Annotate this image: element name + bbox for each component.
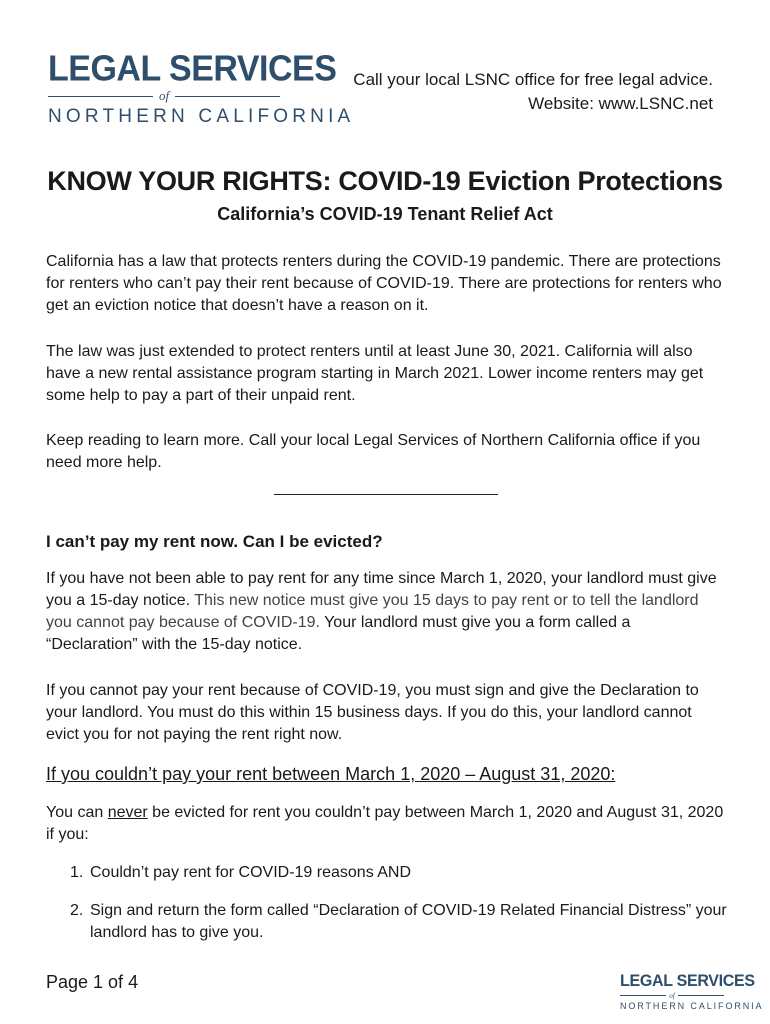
intro-paragraph-2: The law was just extended to protect renters until at least June 30, 2021. California will also have a new rental assistance program starting in March 2021. Lower income renters may get some help to pay a part of their unpaid rent. [46, 343, 704, 404]
intro-paragraph-1: California has a law that protects renters during the COVID-19 pandemic. There are protections for renters who can’t pay their rent because of COVID-19. There are protections for renters who get an eviction notice that doesn’t have a reason on it. [46, 253, 722, 314]
s2-p1a: You can [46, 804, 108, 821]
footer-logo [620, 972, 764, 1012]
s1-p1b: This new notice must give you 15 days to pay rent or to tell the landlord you cannot pay because of COVID-19. [46, 592, 699, 631]
page-title: KNOW YOUR RIGHTS: COVID-19 Eviction Protections [47, 166, 723, 196]
logo-line1: LEGAL SERVICES [48, 49, 337, 89]
website-link[interactable]: Website: www.LSNC.net [528, 94, 713, 113]
logo-of: of [158, 88, 170, 103]
s1-p1a: If you have not been able to pay rent for any time since March 1, 2020, your landlord must give you a 15-day notice. [46, 570, 717, 609]
footer-logo-rule-right [678, 995, 724, 996]
section2-paragraph [46, 802, 726, 846]
footer-logo-rule-left [620, 995, 666, 996]
contact-line1: Call your local LSNC office for free legal advice. [353, 70, 713, 89]
list-item [70, 862, 730, 884]
footer-logo-of: of [669, 991, 675, 1000]
lsnc-logo [48, 49, 355, 128]
s2-never: never [107, 804, 148, 821]
page-subtitle: California’s COVID-19 Tenant Relief Act [217, 204, 553, 224]
section1-paragraph-1 [46, 568, 726, 656]
list-item [70, 900, 730, 944]
logo-of-row [48, 88, 280, 104]
page-number: Page 1 of 4 [46, 972, 139, 992]
footer-logo-line2: NORTHERN CALIFORNIA [620, 1001, 764, 1011]
footer-logo-of-row [620, 991, 724, 1000]
section1-paragraph-2: If you cannot pay your rent because of COVID-19, you must sign and give the Declaration to your landlord. You must do this within 15 business days. If you do this, your landlord cannot evict you for not paying the rent right now. [46, 682, 699, 743]
section-divider [274, 494, 498, 495]
logo-rule-right [175, 96, 280, 97]
list-number: 1. [70, 864, 84, 881]
footer-logo-line1: LEGAL SERVICES [620, 972, 755, 991]
logo-rule-left [48, 96, 153, 97]
section2-heading: If you couldn’t pay your rent between March 1, 2020 – August 31, 2020: [46, 764, 616, 784]
logo-line2: NORTHERN CALIFORNIA [48, 106, 355, 127]
list-number: 2. [70, 902, 84, 919]
s1-p1c: Your landlord must give you a form called a “Declaration” with the 15-day notice. [46, 614, 631, 653]
list-text: Couldn’t pay rent for COVID-19 reasons AND [90, 864, 412, 881]
s2-p1c: be evicted for rent you couldn’t pay between March 1, 2020 and August 31, 2020 if you: [46, 804, 724, 843]
list-text: Sign and return the form called “Declaration of COVID-19 Related Financial Distress” your landlord has to give you. [90, 902, 727, 941]
intro-paragraph-3: Keep reading to learn more. Call your local Legal Services of Northern California office if you need more help. [46, 432, 701, 471]
section1-question: I can’t pay my rent now. Can I be evicted? [46, 532, 383, 551]
contact-info [353, 68, 713, 116]
